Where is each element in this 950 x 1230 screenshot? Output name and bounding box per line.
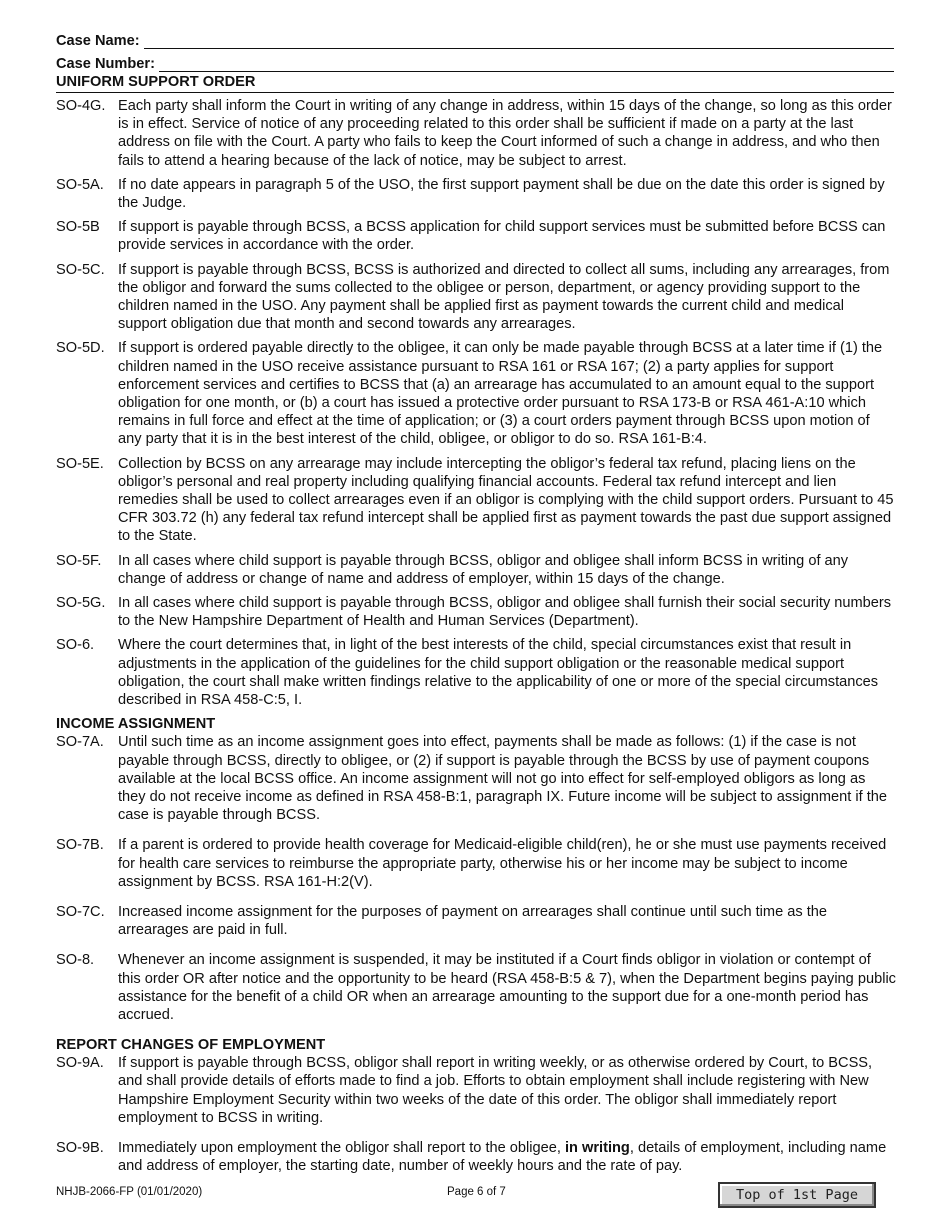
paragraph-text: Each party shall inform the Court in writing of any change in address, within 15 days of the change, so long as this order is in effect. Service of notice of any proceeding related to this order shall be sufficient if made on a party at the last address on file with the Court. A party who fails to keep the Court informed of such a change in address, and who then fails to attend a hearing because of the lack of notice, may be subject to arrest.	[118, 98, 892, 169]
top-of-first-page-button[interactable]: Top of 1st Page	[718, 1182, 876, 1208]
paragraph-text: Until such time as an income assignment goes into effect, payments shall be made as follows: (1) if the case is not payable through BCSS, directly to obligee, or (2) if support is payable through the BCSS by use of payment coupons available at the local BCSS office. An income assignment will not go into effect for self-employed obligors as long as they do not receive income as defined in RSA 458-B:1, paragraph IX. Future income will be subject to assignment if the case is payable through BCSS.	[118, 734, 888, 824]
paragraph-text	[118, 1139, 896, 1175]
paragraph	[56, 455, 896, 546]
case-name-field[interactable]	[144, 32, 894, 49]
paragraph	[56, 636, 896, 709]
paragraph-text: Where the court determines that, in light of the best interests of the child, special circumstances exist that result in adjustments in the application of the guidelines for the child support obligation or the reasonable medical support obligation, the court shall make written findings relative to the applicability of one or more of the special circumstances described in RSA 458-C:5, I.	[118, 637, 879, 709]
paragraph	[56, 903, 896, 939]
paragraph-id: SO-8.	[56, 952, 95, 969]
paragraph-text: If support is payable through BCSS, a BCSS application for child support services must be submitted before BCSS can provide services in accordance with the order.	[118, 219, 886, 254]
paragraph-text: Collection by BCSS on any arrearage may include intercepting the obligor’s federal tax refund, placing liens on the obligor’s personal and real property including qualifying financial accounts. Federal tax refund intercept and lien remedies shall be used to collect arrearages even if an obligor is complying with the child support orders. Pursuant to 45 CFR 303.72 (h) any federal tax refund intercept shall be applied first as payment towards the past due support assigned to the State.	[118, 455, 894, 545]
paragraph-id: SO-5F.	[56, 552, 102, 569]
paragraph-text: If a parent is ordered to provide health coverage for Medicaid-eligible child(ren), he or she must use payments received for health care services to reimburse the appropriate party, otherwise his or her income may be subject to income assignment by BCSS. RSA 161-H:2(V).	[118, 837, 887, 890]
section-heading-report-employment: REPORT CHANGES OF EMPLOYMENT	[56, 1037, 326, 1054]
text-fragment: Immediately upon employment the obligor shall report to the obligee,	[118, 1139, 565, 1156]
section-heading-income-assignment: INCOME ASSIGNMENT	[56, 716, 216, 733]
paragraph	[56, 951, 896, 1024]
paragraph-text: If support is payable through BCSS, obligor shall report in writing weekly, or as otherwise ordered by Court, to BCSS, and shall provide details of efforts made to find a job. Efforts to obtain employment shall include registering with New Hampshire Employment Security within two weeks of the date of this order. The obligor shall immediately report employment to BCSS in writing.	[118, 1055, 873, 1126]
paragraph	[56, 836, 896, 891]
paragraph-id: SO-5G.	[56, 595, 106, 612]
paragraph-id: SO-5B	[56, 219, 100, 236]
paragraph	[56, 1054, 896, 1127]
paragraph-id: SO-4G.	[56, 98, 106, 114]
paragraph-id: SO-5A.	[56, 176, 104, 193]
paragraph-id: SO-7A.	[56, 734, 104, 751]
paragraph-id: SO-5D.	[56, 340, 105, 357]
paragraph-text: If support is payable through BCSS, BCSS is authorized and directed to collect all sums, including any arrearages, from the obligor and forward the sums collected to the obligee or person, department, or agency providing support to the children named in the USO. Any payment shall be applied first as payment towards the current child and medical support obligation due that month and second towards any arrearages.	[118, 261, 890, 333]
case-number-label: Case Number:	[56, 56, 155, 72]
paragraph	[56, 97, 896, 170]
paragraph-id: SO-7C.	[56, 903, 105, 920]
paragraph-text: If no date appears in paragraph 5 of the USO, the first support payment shall be due on the date this order is signed by the Judge.	[118, 176, 885, 212]
paragraph-id: SO-5E.	[56, 455, 104, 472]
paragraph-id: SO-9B.	[56, 1139, 104, 1156]
form-title: UNIFORM SUPPORT ORDER	[56, 72, 894, 93]
case-number-row	[56, 49, 894, 72]
text-fragment: , details of employment, including name and address of employer, the starting date, number of weekly hours and the rate of pay.	[118, 1139, 887, 1175]
order-body	[56, 97, 896, 1181]
paragraph	[56, 1139, 896, 1175]
case-name-label: Case Name:	[56, 33, 140, 49]
bold-text: in writing	[564, 1139, 630, 1156]
form-id: NHJB-2066-FP (01/01/2020)	[56, 1186, 203, 1198]
paragraph-text: If support is ordered payable directly to the obligee, it can only be made payable through BCSS at a later time if (1) the children named in the USO receive assistance pursuant to RSA 161 or RSA 167; (2) a party applies for support enforcement services and certifies to BCSS that (a) an arrearage has accumulated to an amount equal to the support obligation for one month, or (b) a court has issued a protective order pursuant to RSA 173-B or RSA 461-A:10 which remains in full force and effect at the time of application; or (3) a court orders payment through BCSS upon motion of any party that it is in the best interest of the child, obligee, or obligor to do so. RSA 161-B:4.	[118, 340, 883, 448]
paragraph-text: Increased income assignment for the purposes of payment on arrearages shall continue until such time as the arrearages are paid in full.	[118, 903, 828, 939]
paragraph	[56, 339, 896, 448]
page-number: Page 6 of 7	[447, 1186, 506, 1198]
paragraph-id: SO-6.	[56, 637, 95, 654]
paragraph	[56, 176, 896, 212]
paragraph-id: SO-7B.	[56, 837, 104, 854]
paragraph	[56, 552, 896, 588]
paragraph-text: In all cases where child support is payable through BCSS, obligor and obligee shall inform BCSS in writing of any change of address or change of name and address of employer, within 15 days of the change.	[118, 552, 849, 587]
paragraph	[56, 733, 896, 824]
paragraph	[56, 261, 896, 334]
paragraph-id: SO-9A.	[56, 1055, 104, 1072]
case-name-row	[56, 26, 894, 49]
paragraph	[56, 218, 896, 254]
paragraph	[56, 594, 896, 630]
paragraph-id: SO-5C.	[56, 261, 105, 278]
paragraph-text: In all cases where child support is payable through BCSS, obligor and obligee shall furnish their social security numbers to the New Hampshire Department of Health and Human Services (Department).	[118, 595, 892, 630]
paragraph-text: Whenever an income assignment is suspended, it may be instituted if a Court finds obligor in violation or contempt of this order OR after notice and the opportunity to be heard (RSA 458-B:5 & 7), when the Department begins paying public assistance for the benefit of a child OR when an arrearage amounting to the support due for a one-month period has accrued.	[118, 952, 896, 1023]
case-header	[56, 26, 894, 93]
case-number-field[interactable]	[159, 55, 894, 72]
